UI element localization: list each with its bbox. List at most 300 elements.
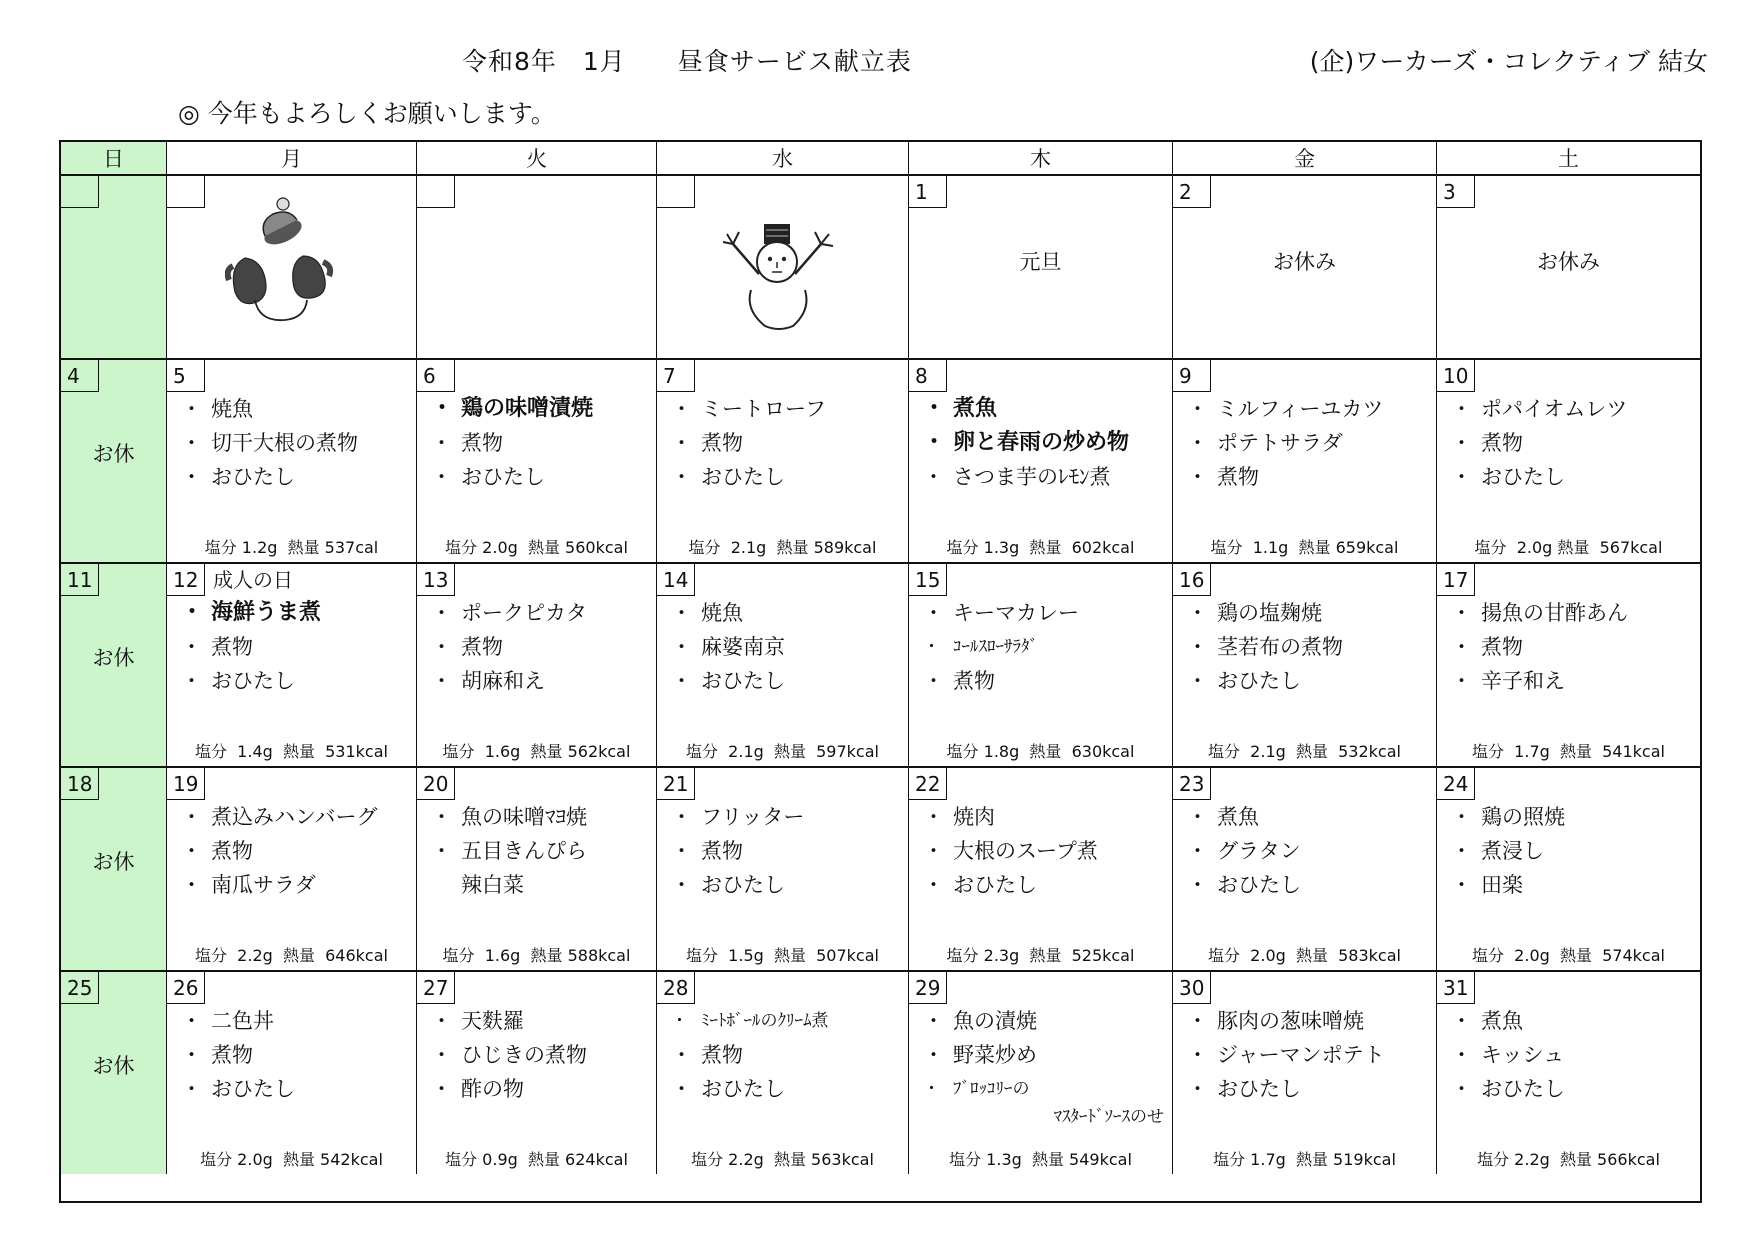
menu-item-name: 煮込みハンバーグ [211,805,378,829]
menu-item [671,596,904,630]
calendar-cell-wednesday [657,972,909,1174]
mittens-hat-illustration [225,196,335,326]
bullet: ・ [1187,1077,1208,1101]
menu-item-name: おひたし [211,669,295,693]
calendar-cell-sunday [61,360,167,562]
calendar-cell-monday [167,360,417,562]
date-box: 30 [1173,972,1211,1004]
menu-list [923,1004,1168,1132]
closed-note: お休み [1273,250,1336,274]
date-box: 12 [167,564,205,596]
bullet: ・ [181,397,202,421]
calendar-cell-tuesday [417,972,657,1174]
menu-item [671,426,904,460]
date-box: 22 [909,768,947,800]
menu-item [1187,664,1432,698]
nutrition-info: 塩分 1.5g 熱量 507kcal [686,946,879,965]
bullet: ・ [431,805,452,829]
calendar-cell-friday [1173,176,1437,358]
bullet: ・ [923,839,944,863]
menu-item [923,664,1168,698]
menu-item-name: ポテトサラダ [1217,431,1343,455]
bullet: ・ [1187,873,1208,897]
menu-item-name: 南瓜サラダ [211,873,316,897]
nutrition-info: 塩分 1.2g 熱量 537cal [204,538,379,557]
menu-item [1451,630,1696,664]
menu-list [181,1004,412,1106]
menu-item [181,426,412,460]
calendar-cell-wednesday [657,360,909,562]
bullet: ・ [1451,1043,1472,1067]
menu-item [923,800,1168,834]
bullet: ・ [923,1043,944,1067]
menu-item-continuation: 辣白菜 [461,873,524,897]
menu-item [1451,800,1696,834]
menu-item-name: グラタン [1217,839,1301,863]
calendar-cell-friday [1173,360,1437,562]
nutrition-info: 塩分 1.8g 熱量 630kcal [946,742,1135,761]
calendar-cell-saturday [1437,564,1700,766]
menu-item [1187,392,1432,426]
menu-list [1187,596,1432,698]
calendar-week-row [61,176,1700,360]
menu-item-name: 煮物 [211,839,253,863]
menu-list [181,596,412,698]
bullet: ・ [1451,805,1472,829]
date-box: 16 [1173,564,1211,596]
menu-item-name: 辛子和え [1481,669,1565,693]
menu-list [1187,392,1432,494]
menu-item [181,800,412,834]
menu-item-name: 酢の物 [461,1077,524,1101]
date-box: 5 [167,360,205,392]
nutrition-info: 塩分 2.1g 熱量 532kcal [1208,742,1401,761]
menu-item [431,1072,652,1106]
bullet: ・ [181,873,202,897]
menu-item [671,392,904,426]
calendar-cell-sunday [61,768,167,970]
date-box-empty [657,176,695,208]
date-box: 24 [1437,768,1475,800]
date-box: 6 [417,360,455,392]
page-title: 令和8年 1月 昼食サービス献立表 [462,47,912,76]
menu-item-name: ミルフィーユカツ [1217,397,1384,421]
menu-item-name: 切干大根の煮物 [211,431,358,455]
calendar-cell-sunday [61,972,167,1174]
menu-item-name: ジャーマンポテト [1217,1043,1385,1067]
menu-item-name: 煮物 [953,669,995,693]
menu-item [431,426,652,460]
menu-list [181,800,412,902]
bullet: ・ [923,430,946,455]
menu-item [431,800,652,834]
menu-item-name: 魚の味噌ﾏﾖ焼 [461,805,587,829]
menu-item [181,1004,412,1038]
menu-item [671,800,904,834]
menu-item [1451,460,1696,494]
menu-item [431,1004,652,1038]
weekday-header-row [61,142,1700,176]
bullet: ・ [1451,839,1472,863]
bullet: ・ [431,396,454,421]
menu-item-name: 煮物 [211,1043,253,1067]
bullet: ・ [1451,635,1472,659]
menu-item-name: 煮魚 [953,396,998,421]
menu-item [1451,664,1696,698]
date-box-empty [167,176,205,208]
menu-item [431,1038,652,1072]
date-box: 26 [167,972,205,1004]
nutrition-info: 塩分 2.0g 熱量 583kcal [1208,946,1401,965]
menu-item-name: 焼魚 [211,397,253,421]
nutrition-info: 塩分 1.4g 熱量 531kcal [195,742,388,761]
menu-item-name: 豚肉の葱味噌焼 [1217,1009,1364,1033]
bullet: ・ [671,1043,692,1067]
nutrition-info: 塩分 2.1g 熱量 597kcal [686,742,879,761]
bullet: ・ [1451,431,1472,455]
menu-item [1451,392,1696,426]
calendar-cell-monday [167,564,417,766]
menu-calendar [59,140,1702,1203]
menu-item [431,630,652,664]
calendar-cell-tuesday [417,360,657,562]
bullet: ・ [431,431,452,455]
bullet: ・ [181,600,204,625]
menu-item-name: おひたし [211,1077,295,1101]
menu-item [1451,596,1696,630]
menu-item-name: 焼肉 [953,805,995,829]
menu-item-name: 煮物 [701,431,743,455]
menu-list [923,392,1168,494]
menu-item-name: おひたし [953,873,1037,897]
menu-list [431,800,652,902]
bullet: ・ [671,465,692,489]
bullet: ・ [181,1009,202,1033]
menu-item-name: さつま芋のﾚﾓﾝ煮 [953,465,1111,489]
date-box: 31 [1437,972,1475,1004]
menu-item [923,1004,1168,1038]
menu-item [923,630,1168,664]
nutrition-info: 塩分 2.2g 熱量 646kcal [195,946,388,965]
bullet: ・ [431,1043,452,1067]
menu-item-name: 五目きんぴら [461,839,587,863]
weekday-header-thursday: 木 [909,142,1173,174]
bullet: ・ [431,601,452,625]
menu-item-name: 麻婆南京 [701,635,785,659]
calendar-cell-friday [1173,972,1437,1174]
menu-item [1187,1038,1432,1072]
menu-list [923,596,1168,698]
nutrition-info: 塩分 1.7g 熱量 519kcal [1213,1150,1396,1169]
bullet: ・ [671,839,692,863]
closed-note: お休み [1537,250,1600,274]
menu-item [671,834,904,868]
menu-item [1187,630,1432,664]
bullet: ・ [671,669,692,693]
menu-item-name: おひたし [211,465,295,489]
menu-item-name: 鶏の味噌漬焼 [461,396,594,421]
menu-item-name: ﾐｰﾄﾎﾞｰﾙのｸﾘｰﾑ煮 [701,1011,829,1031]
bullet: ・ [1187,839,1208,863]
calendar-cell-sunday [61,564,167,766]
menu-item [1451,426,1696,460]
menu-item-continuation: ﾏｽﾀｰﾄﾞｿｰｽのせ [1053,1107,1164,1127]
menu-item-name: 天麩羅 [461,1009,524,1033]
menu-item-name: 焼魚 [701,601,743,625]
bullet: ・ [1451,1077,1472,1101]
nutrition-info: 塩分 1.6g 熱量 562kcal [442,742,631,761]
menu-item-name: 煮物 [211,635,253,659]
snowman-illustration [719,222,839,332]
date-box: 17 [1437,564,1475,596]
menu-item-name: 煮物 [461,635,503,659]
menu-item [431,392,652,426]
menu-item-name: おひたし [461,465,545,489]
menu-item-name: 胡麻和え [461,669,545,693]
date-box-empty [61,176,99,208]
date-box: 8 [909,360,947,392]
bullet: ・ [1451,397,1472,421]
menu-item [181,868,412,902]
bullet: ・ [1187,635,1208,659]
bullet: ・ [1187,1043,1208,1067]
date-box: 15 [909,564,947,596]
menu-item [181,1072,412,1106]
menu-item [1451,1072,1696,1106]
bullet: ・ [923,601,944,625]
menu-item [923,868,1168,902]
date-box: 25 [61,972,99,1004]
bullet: ・ [671,873,692,897]
bullet: ・ [1187,669,1208,693]
menu-item [671,1004,904,1038]
menu-list [1451,1004,1696,1106]
date-box: 3 [1437,176,1475,208]
calendar-week-row [61,972,1700,1174]
menu-item-name: 卵と春雨の炒め物 [953,430,1130,455]
menu-item [671,1038,904,1072]
calendar-cell-wednesday [657,564,909,766]
menu-item-name: 茎若布の煮物 [1217,635,1343,659]
weekday-header-friday: 金 [1173,142,1437,174]
bullet: ・ [431,669,452,693]
calendar-cell-monday [167,972,417,1174]
calendar-cell-saturday [1437,972,1700,1174]
menu-item-name: 煮物 [1481,431,1523,455]
calendar-cell-thursday [909,360,1173,562]
nutrition-info: 塩分 2.0g 熱量 542kcal [200,1150,383,1169]
sunday-closed-label: お休 [92,442,135,466]
menu-item-name: おひたし [701,465,785,489]
calendar-week-row [61,564,1700,768]
menu-item [1187,596,1432,630]
menu-item [1451,1038,1696,1072]
menu-item [431,596,652,630]
bullet: ・ [1187,805,1208,829]
menu-item [923,1072,1168,1106]
nutrition-info: 塩分 2.2g 熱量 563kcal [691,1150,874,1169]
calendar-cell-thursday [909,768,1173,970]
menu-item [181,834,412,868]
bullet: ・ [431,839,452,863]
bullet: ・ [671,431,692,455]
calendar-cell-wednesday [657,768,909,970]
menu-list [1451,800,1696,902]
menu-list [1187,800,1432,902]
date-box: 28 [657,972,695,1004]
bullet: ・ [1187,397,1208,421]
menu-item [1187,834,1432,868]
menu-item-name: 野菜炒め [953,1043,1037,1067]
nutrition-info: 塩分 1.3g 熱量 549kcal [949,1150,1132,1169]
calendar-cell-thursday [909,564,1173,766]
menu-item [923,1038,1168,1072]
nutrition-info: 塩分 1.7g 熱量 541kcal [1472,742,1665,761]
nutrition-info: 塩分 2.3g 熱量 525kcal [946,946,1135,965]
weekday-header-monday: 月 [167,142,417,174]
menu-item-name: 大根のスープ煮 [953,839,1098,863]
date-box: 21 [657,768,695,800]
bullet: ・ [671,397,692,421]
menu-item-name: 揚魚の甘酢あん [1481,601,1628,625]
menu-item [181,460,412,494]
calendar-cell-saturday [1437,360,1700,562]
menu-item [1187,800,1432,834]
menu-item-name: 海鮮うま煮 [211,600,322,625]
calendar-cell-sunday [61,176,167,358]
menu-item [1451,834,1696,868]
bullet: ・ [431,465,452,489]
bullet: ・ [923,637,940,657]
menu-item [923,460,1168,494]
bullet: ・ [671,1077,692,1101]
menu-item-name: 魚の漬焼 [953,1009,1037,1033]
menu-item-name: おひたし [1217,1077,1301,1101]
bullet: ・ [181,1043,202,1067]
menu-item [923,392,1168,426]
nutrition-info: 塩分 0.9g 熱量 624kcal [445,1150,628,1169]
menu-item-name: 煮物 [1481,635,1523,659]
menu-item [923,426,1168,460]
date-box: 9 [1173,360,1211,392]
menu-item-name: 鶏の照焼 [1481,805,1565,829]
calendar-cell-tuesday [417,564,657,766]
menu-item-name: ﾌﾞﾛｯｺﾘｰの [953,1079,1030,1099]
organization-name: (企)ワーカーズ・コレクティブ 結女 [1309,47,1708,76]
bullet: ・ [181,635,202,659]
bullet: ・ [923,669,944,693]
bullet: ・ [671,601,692,625]
menu-item-name: 鶏の塩麹焼 [1217,601,1322,625]
menu-item-name: おひたし [701,1077,785,1101]
bullet: ・ [1451,669,1472,693]
menu-item [431,664,652,698]
date-box: 14 [657,564,695,596]
date-box: 29 [909,972,947,1004]
menu-item-name: 煮物 [701,839,743,863]
date-box: 23 [1173,768,1211,800]
weekday-header-tuesday: 火 [417,142,657,174]
bullet: ・ [923,805,944,829]
nutrition-info: 塩分 1.6g 熱量 588kcal [442,946,631,965]
date-box: 19 [167,768,205,800]
menu-item [923,596,1168,630]
weekday-header-sunday: 日 [61,142,167,174]
menu-item [1187,1004,1432,1038]
menu-item-name: おひたし [1217,873,1301,897]
weekday-header-saturday: 土 [1558,147,1579,171]
date-box: 2 [1173,176,1211,208]
calendar-cell-monday [167,176,417,358]
menu-item-name: ミートローフ [701,397,826,421]
bullet: ・ [923,465,944,489]
menu-item [431,834,652,868]
bullet: ・ [181,465,202,489]
menu-item-name: 煮魚 [1217,805,1259,829]
calendar-cell-thursday [909,972,1173,1174]
menu-item-name: ポークピカタ [461,601,587,625]
bullet: ・ [923,1009,944,1033]
bullet: ・ [1451,601,1472,625]
menu-item-name: フリッター [701,805,805,829]
menu-item-name: キーマカレー [953,601,1079,625]
calendar-cell-tuesday [417,768,657,970]
bullet: ・ [1451,873,1472,897]
menu-item-name: おひたし [701,669,785,693]
menu-item-name: 煮物 [1217,465,1259,489]
date-box: 27 [417,972,455,1004]
menu-item [1451,868,1696,902]
bullet: ・ [181,805,202,829]
menu-item-name: キッシュ [1481,1043,1565,1067]
menu-item-name: ｺｰﾙｽﾛｰｻﾗﾀﾞ [953,637,1038,657]
menu-list [431,1004,652,1106]
sunday-closed-label: お休 [92,646,135,670]
menu-list [671,392,904,494]
menu-item [181,664,412,698]
date-box: 1 [909,176,947,208]
bullet: ・ [431,1009,452,1033]
menu-item [181,1038,412,1072]
menu-item [671,664,904,698]
menu-list [671,1004,904,1106]
calendar-cell-thursday [909,176,1173,358]
menu-list [431,392,652,494]
menu-item-name: 田楽 [1481,873,1523,897]
menu-item [181,596,412,630]
menu-item-name: おひたし [1481,1077,1565,1101]
calendar-cell-saturday [1437,176,1700,358]
holiday-note: 元旦 [1019,250,1062,274]
date-box-empty [417,176,455,208]
bullet: ・ [181,1077,202,1101]
nutrition-info: 塩分 2.1g 熱量 589kcal [688,538,877,557]
calendar-cell-monday [167,768,417,970]
bullet: ・ [671,1011,688,1031]
menu-list [923,800,1168,902]
weekday-header-wednesday: 水 [657,142,909,174]
menu-item-name: おひたし [701,873,785,897]
bullet: ・ [923,1079,940,1099]
calendar-cell-friday [1173,564,1437,766]
menu-item-name: 煮物 [461,431,503,455]
calendar-cell-wednesday [657,176,909,358]
bullet: ・ [671,635,692,659]
bullet: ・ [923,873,944,897]
nutrition-info: 塩分 2.2g 熱量 566kcal [1477,1150,1660,1169]
menu-list [1187,1004,1432,1106]
menu-item [671,630,904,664]
